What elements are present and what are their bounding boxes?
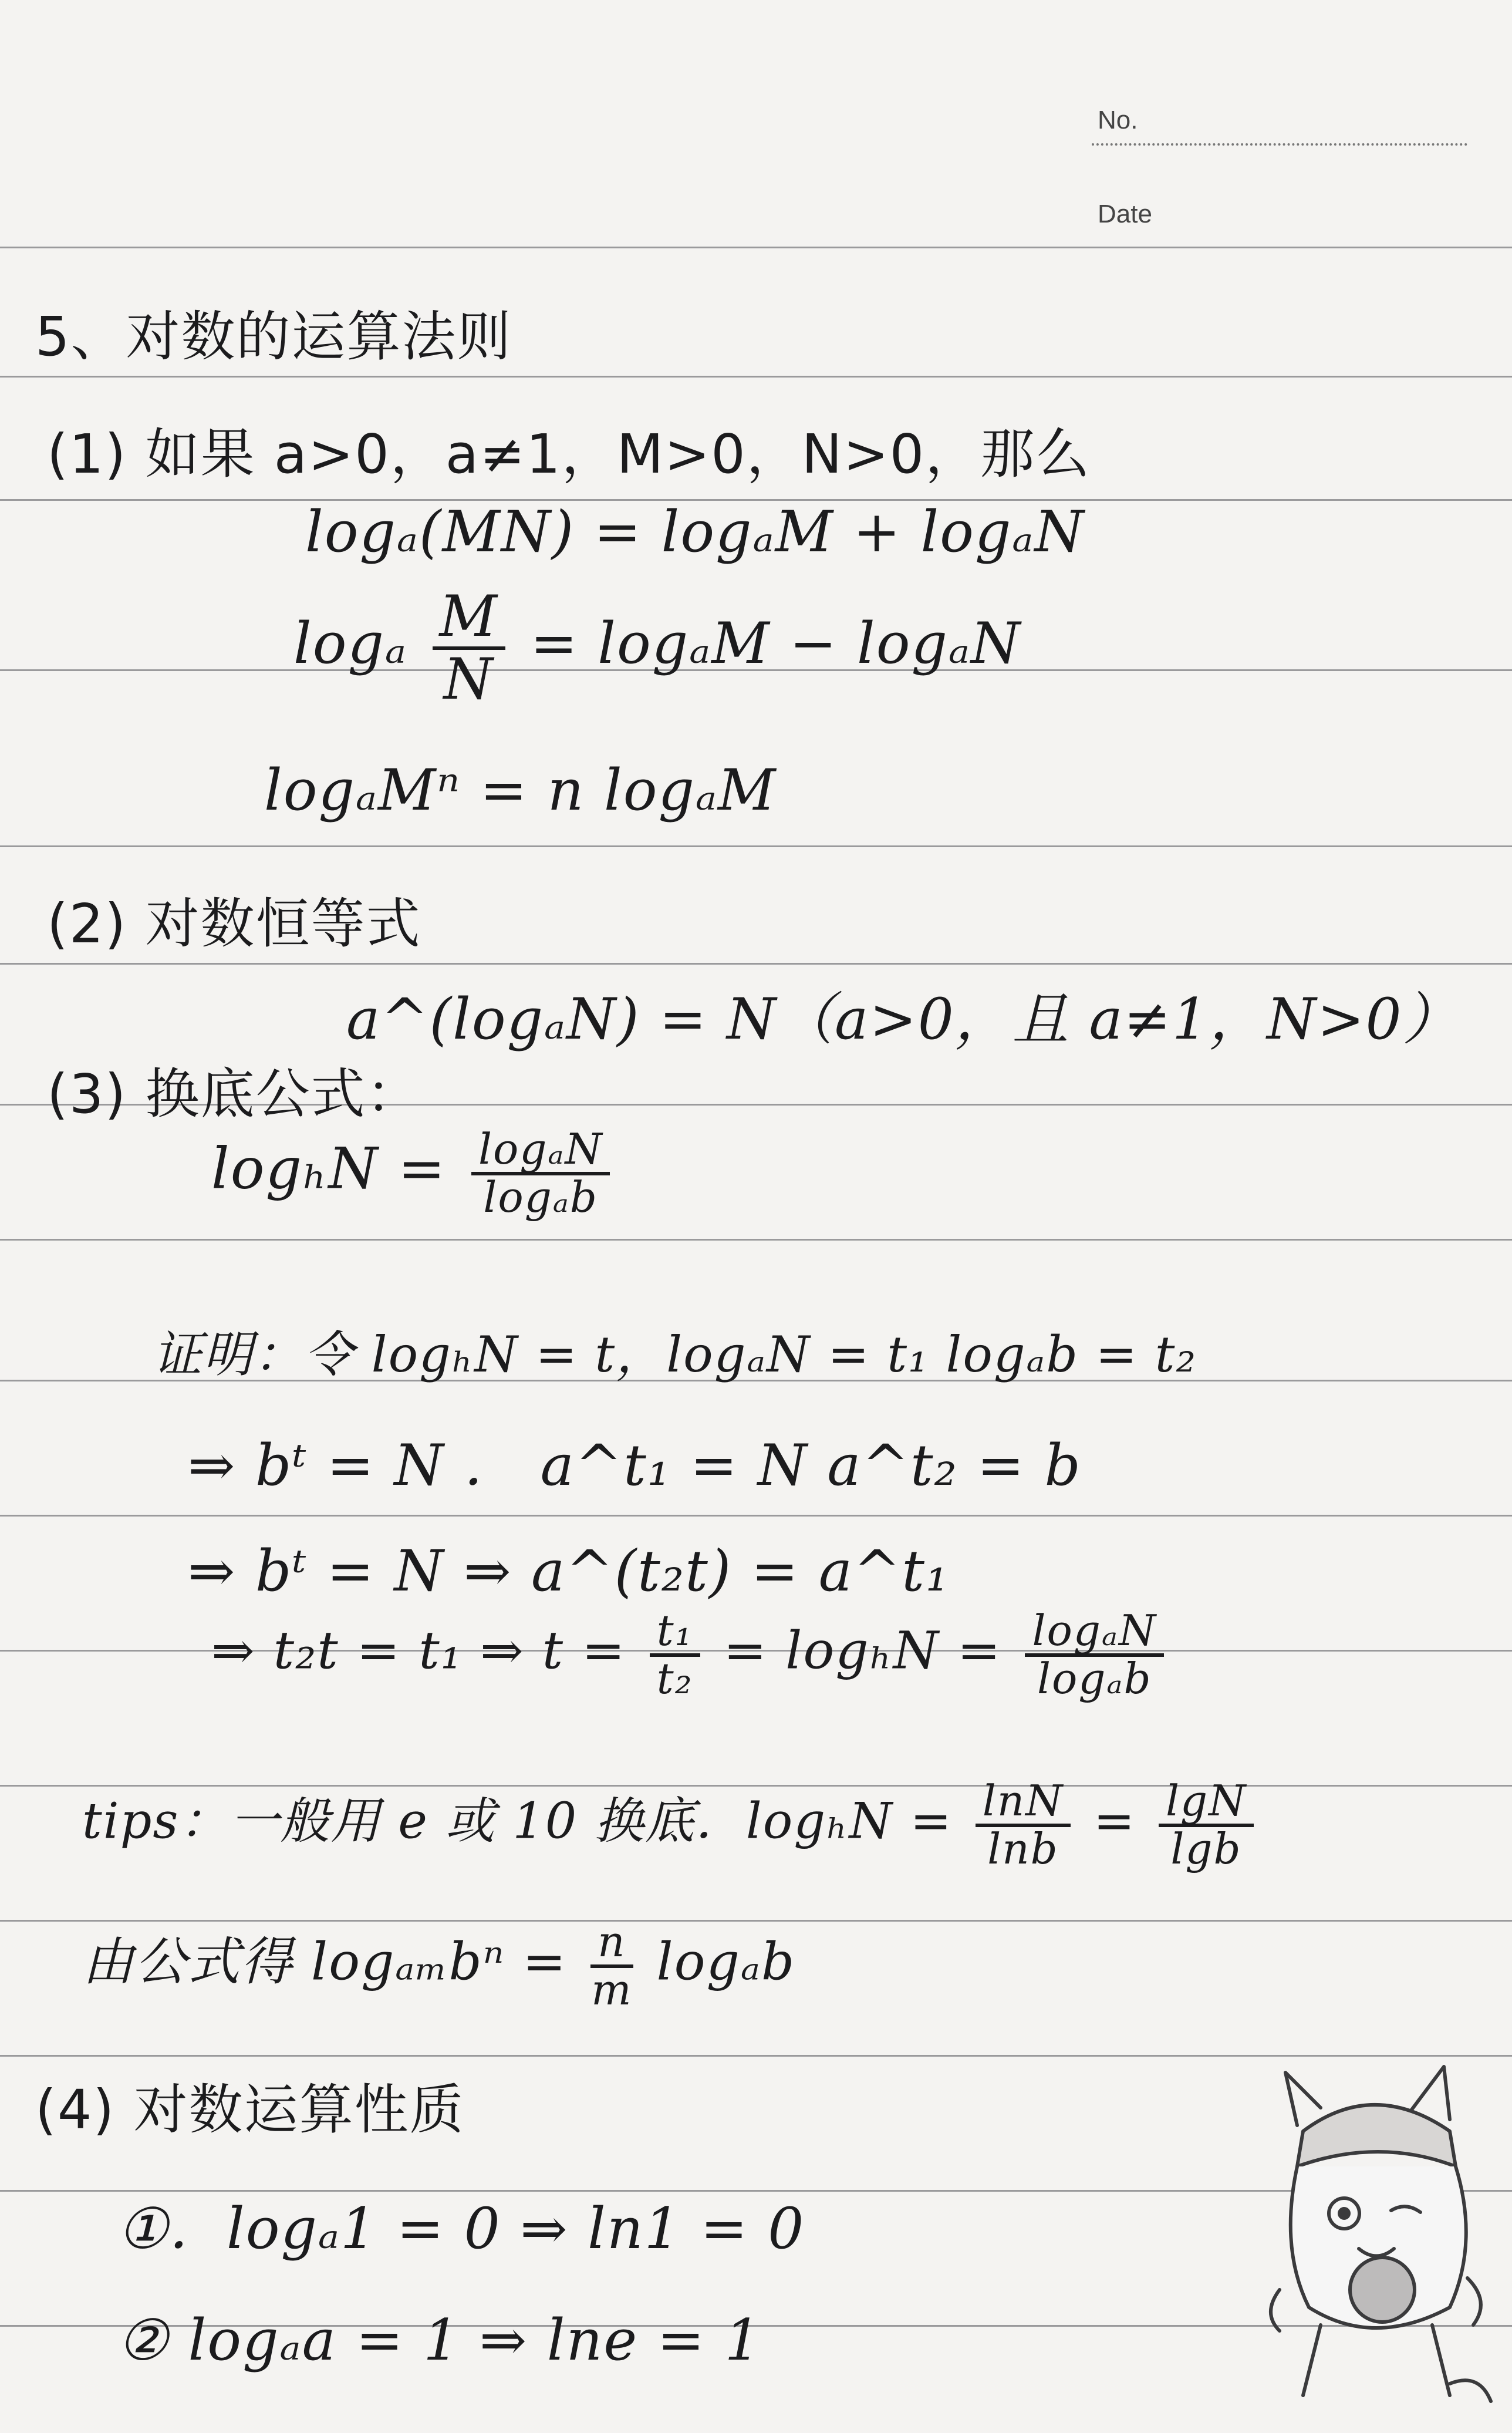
- tips-num2: lgN: [1159, 1779, 1254, 1827]
- proof-line4-b: = logₕN =: [723, 1620, 1002, 1681]
- rule-product: logₐ(MN) = logₐM + logₐN: [305, 499, 1085, 565]
- tips-equals: =: [1093, 1792, 1136, 1850]
- proof-fraction-log: [1025, 1606, 1164, 1703]
- section1-heading: (1) 如果 a>0，a≠1，M>0，N>0，那么: [47, 423, 1091, 486]
- date-label: Date: [1098, 200, 1152, 228]
- proof-num2: logₐN: [1025, 1609, 1164, 1657]
- proof-line-3: ⇒ bᵗ = N ⇒ a^(t₂t) = a^t₁: [188, 1538, 950, 1604]
- ruled-line: [0, 963, 1512, 965]
- rule-quotient-rhs: = logₐM − logₐN: [530, 610, 1022, 676]
- tips-fraction-ln: [976, 1776, 1071, 1873]
- rule-quotient-den: N: [443, 646, 494, 712]
- tips-den2: lgb: [1170, 1824, 1242, 1873]
- corollary-line: [82, 1917, 796, 2014]
- rule-quotient-lhs: logₐ: [293, 610, 407, 676]
- corollary-num: n: [590, 1920, 633, 1968]
- corollary-den: m: [591, 1964, 633, 2014]
- proof-line-1: 证明：令 logₕN = t，logₐN = t₁ logₐb = t₂: [153, 1326, 1197, 1383]
- corollary-log: logₐb: [656, 1931, 796, 1992]
- corollary-fraction: [590, 1917, 633, 2014]
- formula-den: logₐb: [483, 1172, 598, 1222]
- tips-text: tips：一般用 e 或 10 换底．logₕN =: [82, 1792, 953, 1850]
- ruled-line: [0, 247, 1512, 248]
- tips-fraction-lg: [1159, 1776, 1254, 1873]
- formula-num: logₐN: [471, 1127, 610, 1175]
- proof-fraction-t: [650, 1606, 700, 1703]
- log-identity: a^(logₐN) = N（a>0，且 a≠1，N>0）: [346, 986, 1460, 1052]
- proof-line-2: ⇒ bᵗ = N ． a^t₁ = N a^t₂ = b: [188, 1433, 1082, 1498]
- section3-heading: (3) 换底公式：: [47, 1063, 421, 1125]
- proof-line-4: [211, 1606, 1170, 1703]
- property-2: ② logₐa = 1 ⇒ lne = 1: [117, 2307, 762, 2373]
- section4-heading: (4) 对数运算性质: [35, 2078, 465, 2141]
- rule-quotient-fraction: [433, 584, 505, 712]
- corollary-text: 由公式得 logₐₘbⁿ =: [82, 1931, 568, 1992]
- property-1: ①．logₐ1 = 0 ⇒ ln1 = 0: [117, 2196, 805, 2262]
- section2-heading: (2) 对数恒等式: [47, 892, 421, 955]
- no-label: No.: [1098, 106, 1138, 134]
- ruled-line: [0, 376, 1512, 378]
- tips-den1: lnb: [987, 1824, 1059, 1873]
- rule-quotient-num: M: [433, 587, 505, 650]
- proof-den: t₂: [656, 1653, 693, 1703]
- section-title: 5、对数的运算法则: [35, 305, 512, 368]
- ruled-line: [0, 1515, 1512, 1517]
- formula-lhs: logₕN =: [211, 1135, 447, 1202]
- proof-num: t₁: [650, 1609, 700, 1657]
- rule-quotient: [293, 584, 1022, 712]
- proof-den2: logₐb: [1037, 1653, 1152, 1703]
- change-of-base-formula: [211, 1124, 616, 1222]
- formula-fraction: [471, 1124, 610, 1222]
- rule-power: logₐMⁿ = n logₐM: [264, 757, 777, 823]
- mascot-illustration: [1256, 2055, 1503, 2419]
- ruled-line: [0, 845, 1512, 847]
- tips-line: [82, 1776, 1260, 1873]
- proof-line4-a: ⇒ t₂t = t₁ ⇒ t =: [211, 1620, 626, 1681]
- ruled-line: [0, 1239, 1512, 1241]
- no-underline: [1092, 143, 1467, 146]
- tips-num1: lnN: [976, 1779, 1071, 1827]
